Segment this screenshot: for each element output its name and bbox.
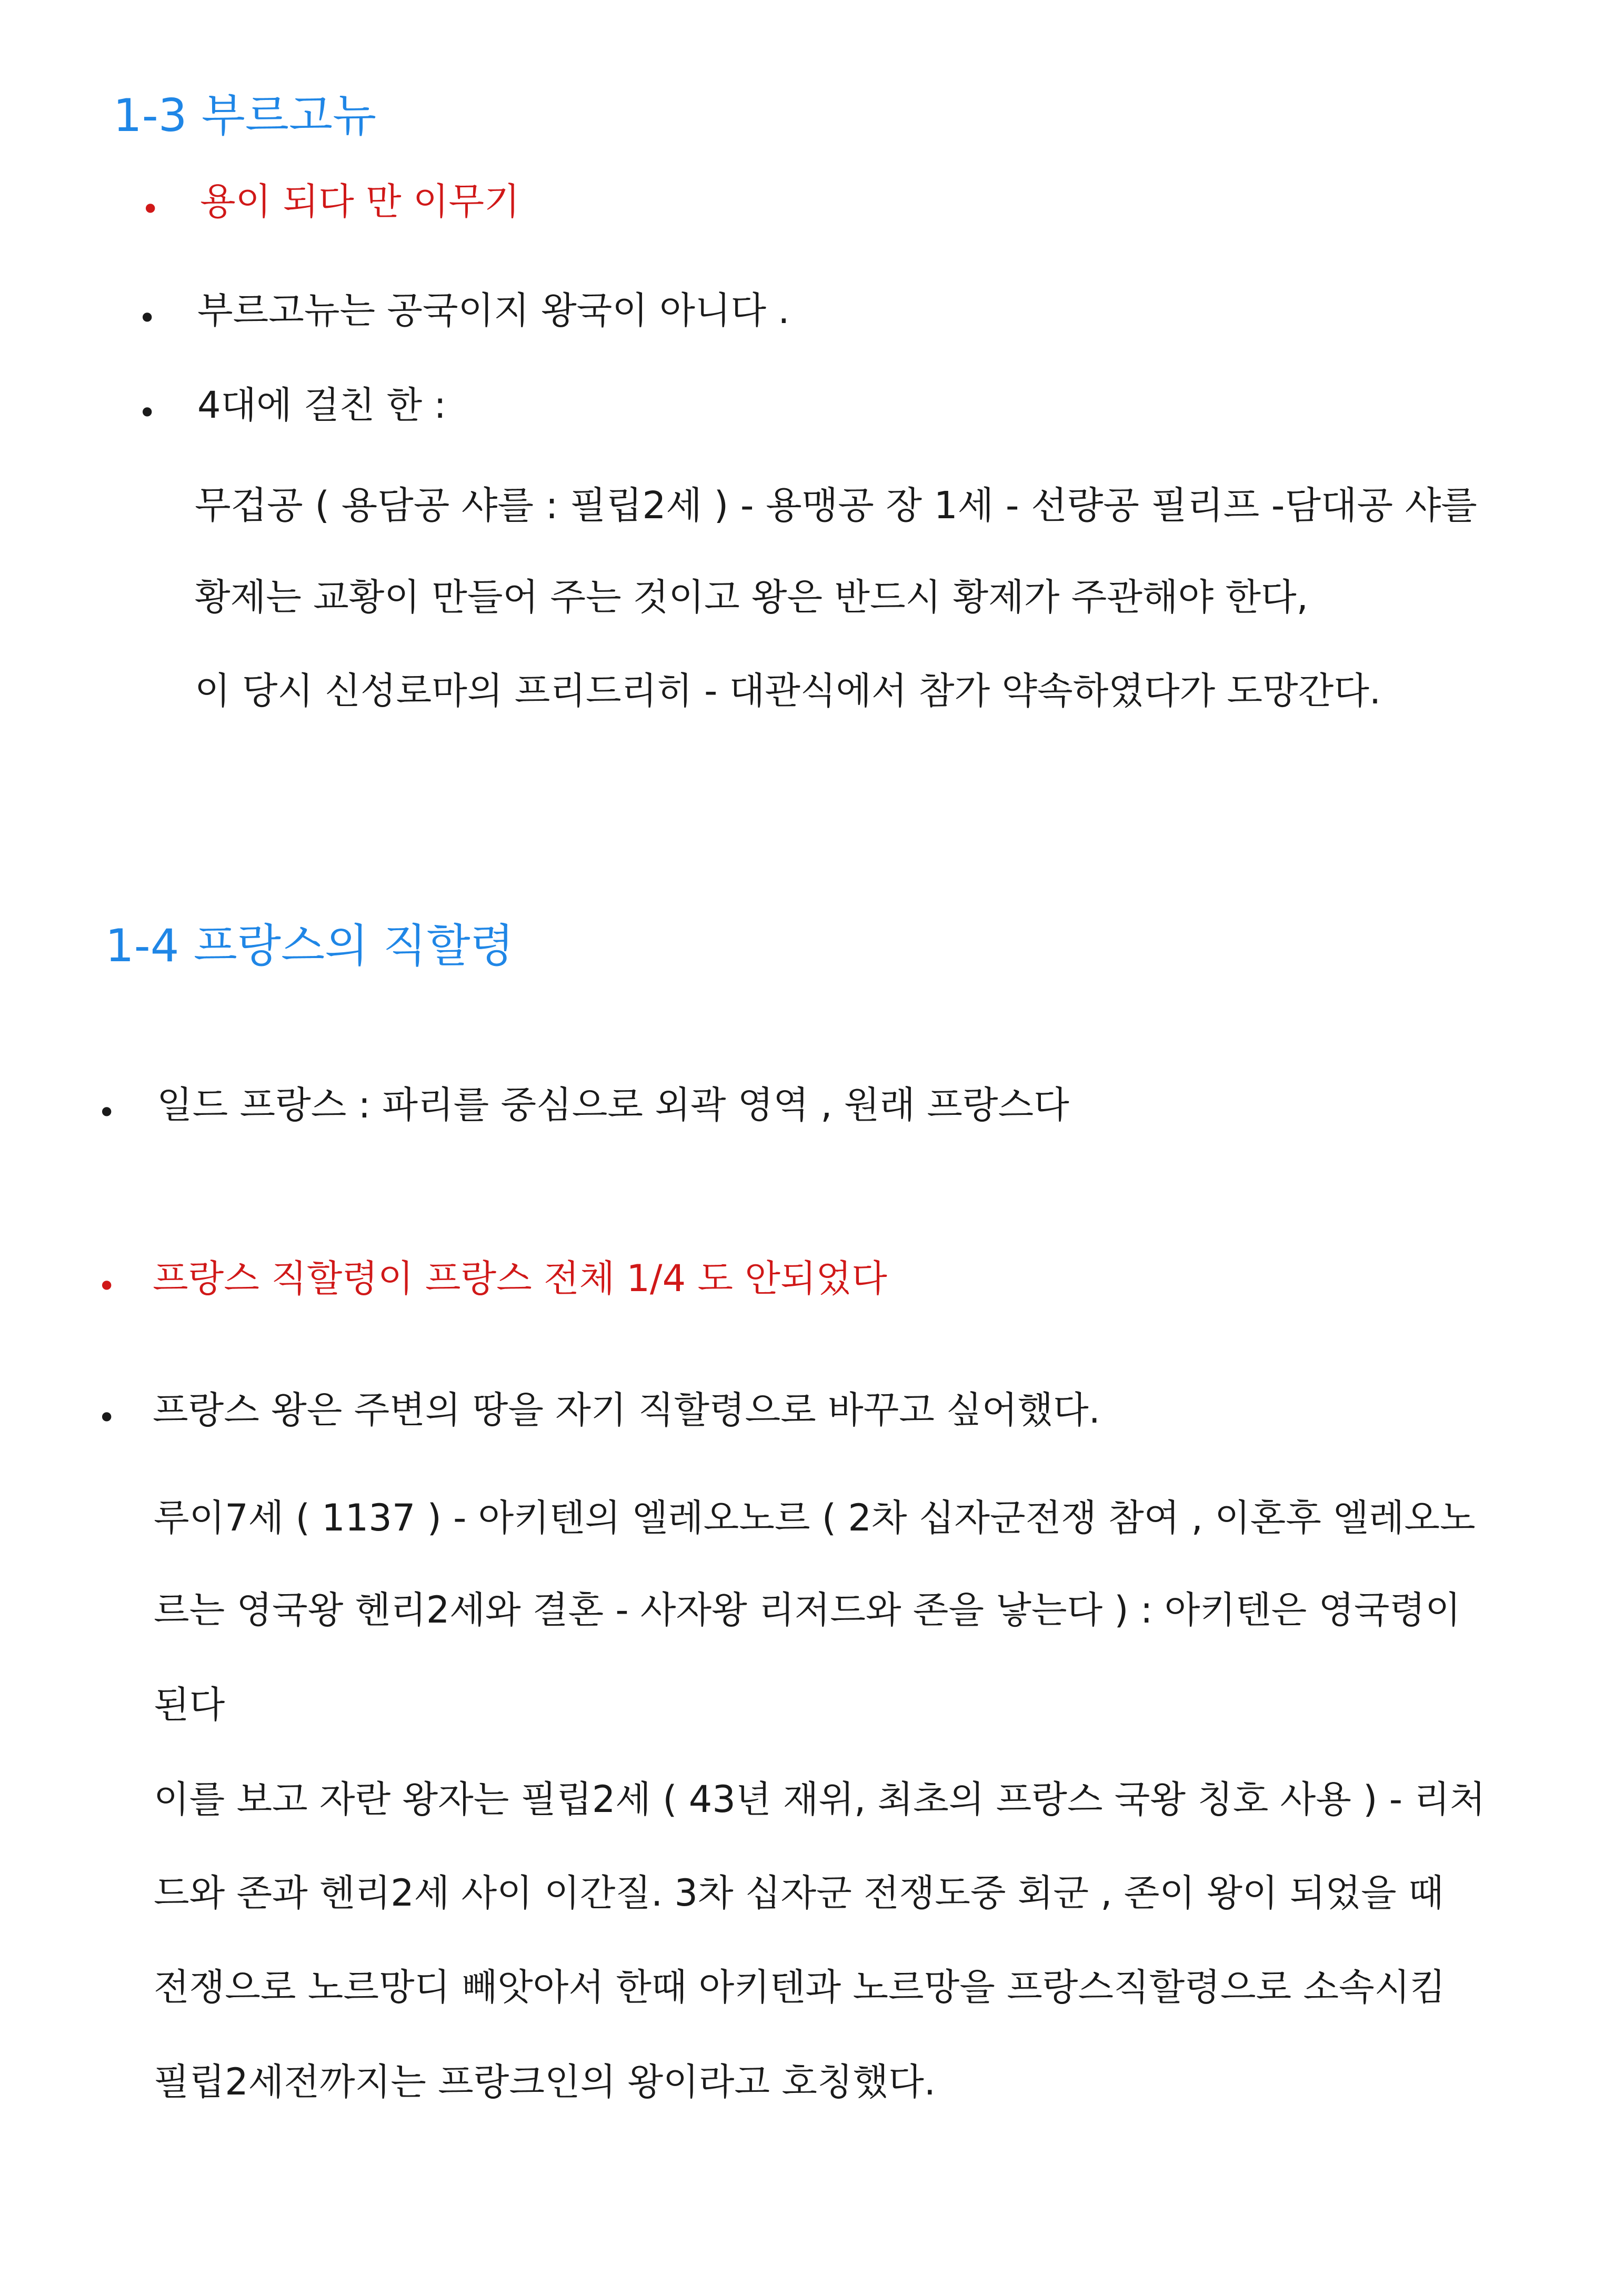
body-line: 루이7세 ( 1137 ) - 아키텐의 엘레오노르 ( 2차 십자군전쟁 참여 , 이혼후 엘레오노	[154, 1496, 1476, 1539]
body-line: 무겁공 ( 용담공 샤를 : 필립2세 ) - 용맹공 장 1세 - 선량공 필리프 -담대공 샤를	[195, 484, 1477, 527]
body-line: 드와 존과 헨리2세 사이 이간질. 3차 십자군 전쟁도중 회군 , 존이 왕이 되었을 때	[154, 1871, 1444, 1915]
bullet-icon: •	[97, 1094, 116, 1131]
highlight-text: 용이 되다 만 이무기	[200, 180, 520, 223]
bullet-text: 프랑스 왕은 주변의 땅을 자기 직할령으로 바꾸고 싶어했다.	[153, 1388, 1100, 1432]
body-line: 황제는 교황이 만들어 주는 것이고 왕은 반드시 황제가 주관해야 한다,	[195, 576, 1308, 619]
bullet-icon: •	[97, 1268, 116, 1305]
body-line: 필립2세전까지는 프랑크인의 왕이라고 호칭했다.	[154, 2060, 936, 2103]
section-heading-burgundy: 1-3 부르고뉴	[113, 89, 377, 142]
body-line: 된다	[154, 1683, 225, 1726]
bullet-text: 4대에 걸친 한 :	[197, 384, 446, 427]
body-line: 르는 영국왕 헨리2세와 결혼 - 사자왕 리저드와 존을 낳는다 ) : 아키텐은 영국령이	[154, 1588, 1461, 1632]
body-line: 전쟁으로 노르망디 빼앗아서 한때 아키텐과 노르망을 프랑스직할령으로 소속시킴	[154, 1966, 1446, 2009]
highlight-text: 프랑스 직할령이 프랑스 전체 1/4 도 안되었다	[153, 1257, 887, 1300]
bullet-icon: •	[138, 300, 157, 337]
section-heading-royal-domain: 1-4 프랑스의 직할령	[105, 920, 514, 972]
bullet-text: 부르고뉴는 공국이지 왕국이 아니다 .	[197, 289, 790, 332]
body-line: 이를 보고 자란 왕자는 필립2세 ( 43년 재위, 최초의 프랑스 국왕 칭호 사용 ) - 리처	[154, 1778, 1486, 1821]
bullet-icon: •	[138, 395, 157, 431]
bullet-text: 일드 프랑스 : 파리를 중심으로 외곽 영역 , 원래 프랑스다	[157, 1083, 1069, 1126]
bullet-icon: •	[97, 1399, 116, 1436]
body-line: 이 당시 신성로마의 프리드리히 - 대관식에서 참가 약속하였다가 도망간다.	[195, 669, 1381, 712]
bullet-icon: •	[141, 191, 160, 228]
